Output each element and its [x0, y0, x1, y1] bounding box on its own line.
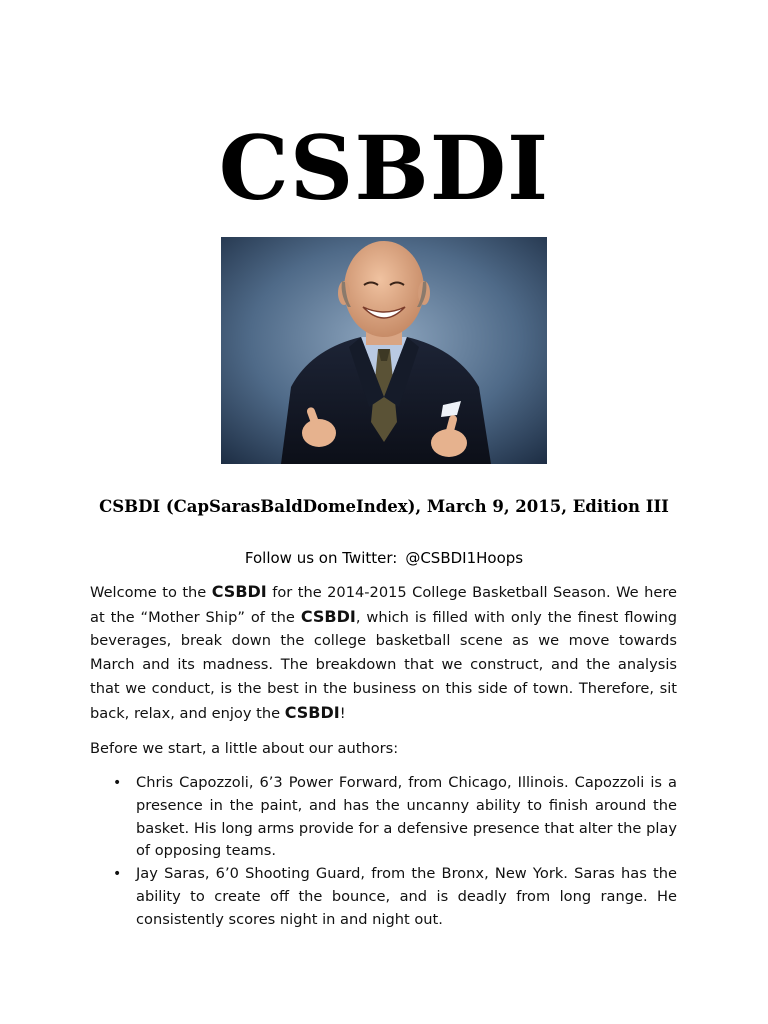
intro-text-4: ! [339, 704, 346, 722]
intro-text-3: , which is filled with only the finest flowing beverages, break down the college basketball scene as we move towards March and its madness. The breakdown that we construct, and the analysis that we conduct, is the best in the business on this side of town. Therefore, sit back, relax, and enjoy the [90, 608, 677, 722]
bullet: • [113, 775, 122, 791]
intro-paragraph [90, 580, 677, 725]
brand-name: CSBDI [284, 702, 340, 722]
intro-text-2: for the 2014-2015 College Basketball Season. We here at the “Mother Ship” of the [90, 584, 678, 626]
author-bio: Chris Capozzoli, 6’3 Power Forward, from Chicago, Illinois. Capozzoli is a presence in the paint, and has the uncanny ability to finish around the basket. His long arms provide for a defensive presence that alter the play of opposing teams. [136, 774, 677, 860]
edition-heading: CSBDI (CapSarasBaldDomeIndex), March 9, 2015, Edition III [99, 497, 669, 516]
list-item [90, 772, 677, 863]
authors-intro: Before we start, a little about our authors: [90, 740, 399, 757]
author-bio: Jay Saras, 6’0 Shooting Guard, from the Bronx, New York. Saras has the ability to create off the bounce, and is deadly from long range. He consistently scores night in and night out. [136, 865, 677, 928]
brand-name: CSBDI [211, 582, 267, 601]
twitter-line [0, 548, 768, 568]
intro-text-1: Welcome to the [90, 584, 212, 601]
twitter-handle: @CSBDI1Hoops [405, 549, 524, 567]
authors-list [90, 772, 677, 932]
bullet: • [113, 866, 122, 883]
document-title: CSBDI [218, 116, 550, 220]
brand-name: CSBDI [300, 606, 356, 626]
list-item [90, 863, 677, 931]
author-photo [221, 237, 547, 464]
twitter-label: Follow us on Twitter: [244, 549, 398, 567]
